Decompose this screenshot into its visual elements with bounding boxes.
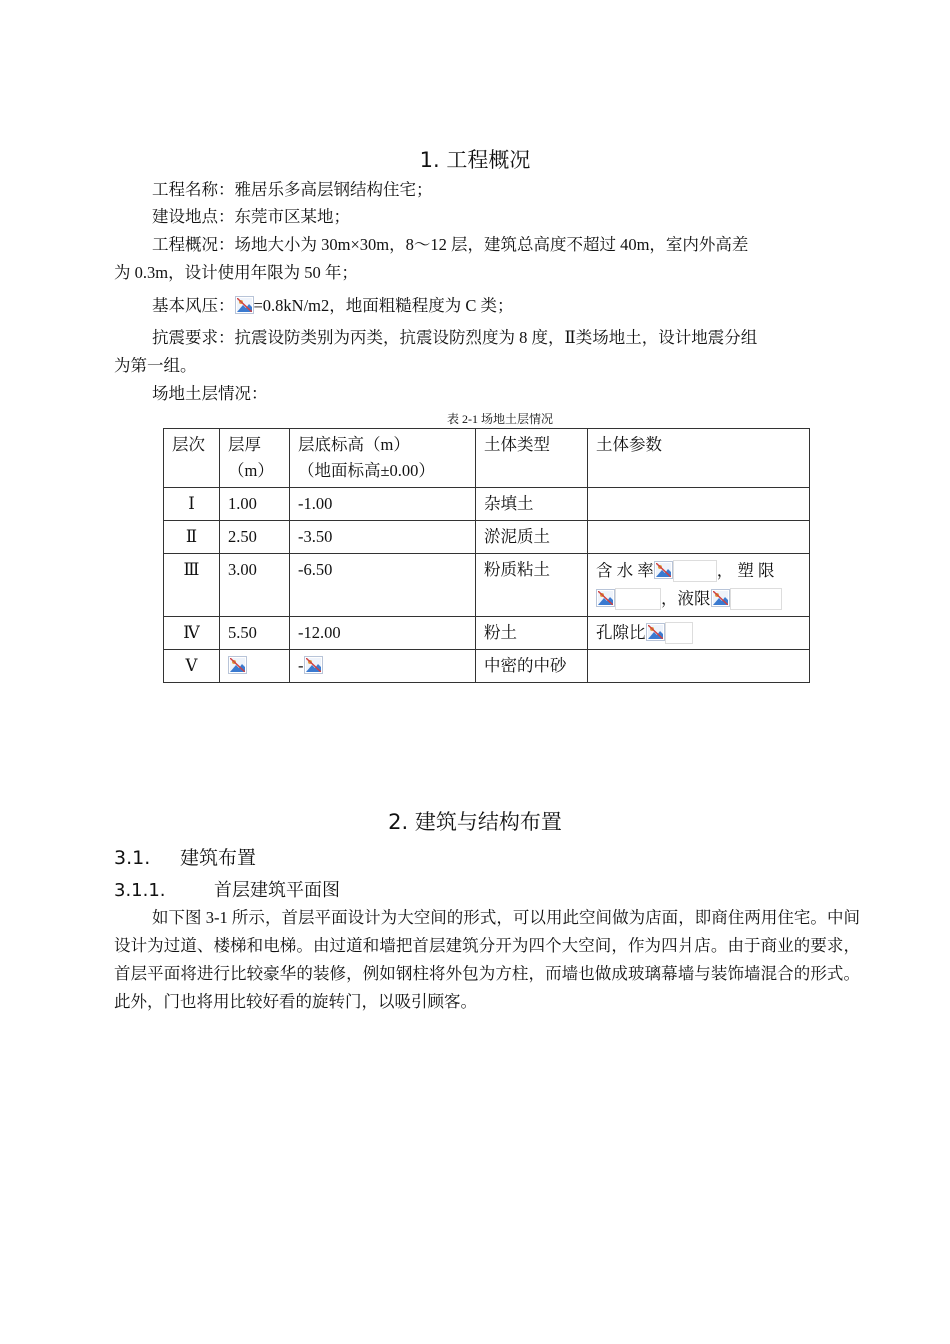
cell-thickness: 2.50 bbox=[220, 521, 290, 554]
subsection-number: 3.1. bbox=[114, 847, 151, 869]
cell-soil-type: 粉质粘土 bbox=[476, 554, 588, 617]
header-thickness bbox=[220, 429, 290, 488]
params-line-1 bbox=[596, 557, 801, 585]
broken-image-icon bbox=[596, 589, 615, 607]
cell-thickness: 3.00 bbox=[220, 554, 290, 617]
cell-soil-type: 杂填土 bbox=[476, 488, 588, 521]
header-elevation bbox=[290, 429, 476, 488]
broken-image-icon bbox=[228, 656, 247, 674]
subsection-title: 建筑布置 bbox=[180, 847, 257, 869]
cell-soil-params bbox=[588, 617, 810, 650]
cell-layer: Ⅰ bbox=[164, 488, 220, 521]
table-row bbox=[164, 650, 810, 683]
header-thickness-unit: （m） bbox=[228, 461, 274, 480]
cell-layer: Ⅱ bbox=[164, 521, 220, 554]
cell-soil-params bbox=[588, 554, 810, 617]
section-title-overview: 1. 工程概况 bbox=[419, 148, 531, 172]
header-layer: 层次 bbox=[164, 429, 220, 488]
cell-thickness: 5.50 bbox=[220, 617, 290, 650]
broken-image-icon bbox=[646, 623, 665, 641]
cell-elevation bbox=[290, 650, 476, 683]
liquid-limit-label: ，液限 bbox=[661, 589, 711, 608]
table-row bbox=[164, 554, 810, 617]
void-ratio-label: 孔隙比 bbox=[596, 623, 646, 642]
elevation-sign: - bbox=[298, 656, 304, 675]
wind-pressure-line bbox=[152, 295, 514, 317]
broken-image-icon bbox=[711, 589, 730, 607]
cell-soil-type: 粉土 bbox=[476, 617, 588, 650]
plastic-limit-label: ， 塑 限 bbox=[716, 561, 775, 580]
header-soil-type: 土体类型 bbox=[476, 429, 588, 488]
broken-image-icon bbox=[304, 656, 323, 674]
table-header-row bbox=[164, 429, 810, 488]
subsection-heading bbox=[114, 843, 256, 870]
floor-plan-paragraph: 如下图 3-1 所示，首层平面设计为大空间的形式，可以用此空间做为店面，即商住两用住宅。中间设计为过道、楼梯和电梯。由过道和墙把首层建筑分开为四个大空间，作为四爿店。由于商业的要求，首层平面将进行比较豪华的装修，例如钢柱将外包为方柱，而墙也做成玻璃幕墙与装饰墙混合的形式。此外，门也将用比较好看的旋转门，以吸引顾客。 bbox=[114, 908, 860, 1011]
subsubsection-heading bbox=[114, 876, 340, 902]
cell-thickness bbox=[220, 650, 290, 683]
table-caption: 表 2-1 场地土层情况 bbox=[447, 412, 553, 426]
soil-layers-table bbox=[163, 428, 810, 683]
image-frame bbox=[665, 622, 693, 644]
table-row bbox=[164, 488, 810, 521]
subsubsection-number: 3.1.1. bbox=[114, 880, 166, 901]
broken-image-icon bbox=[654, 561, 673, 579]
wind-pressure-label: 基本风压： bbox=[152, 296, 235, 315]
cell-soil-type: 淤泥质土 bbox=[476, 521, 588, 554]
seismic-line-2: 为第一组。 bbox=[114, 356, 197, 375]
cell-layer: Ⅲ bbox=[164, 554, 220, 617]
params-line-2 bbox=[596, 585, 801, 613]
cell-layer: Ⅳ bbox=[164, 617, 220, 650]
water-content-label: 含 水 率 bbox=[596, 561, 654, 580]
cell-elevation: -3.50 bbox=[290, 521, 476, 554]
project-location-line: 建设地点：东莞市区某地； bbox=[152, 207, 350, 226]
cell-soil-type: 中密的中砂 bbox=[476, 650, 588, 683]
header-elevation-note: （地面标高±0.00） bbox=[298, 461, 435, 480]
header-thickness-label: 层厚 bbox=[228, 435, 261, 454]
image-frame bbox=[730, 588, 782, 610]
table-row bbox=[164, 617, 810, 650]
cell-soil-params bbox=[588, 521, 810, 554]
cell-soil-params bbox=[588, 650, 810, 683]
section-title-layout: 2. 建筑与结构布置 bbox=[388, 810, 562, 834]
cell-thickness: 1.00 bbox=[220, 488, 290, 521]
cell-elevation: -1.00 bbox=[290, 488, 476, 521]
wind-pressure-value: =0.8kN/m2，地面粗糙程度为 C 类； bbox=[253, 296, 514, 315]
seismic-line-1: 抗震要求：抗震设防类别为丙类，抗震设防烈度为 8 度，Ⅱ类场地土，设计地震分组 bbox=[152, 328, 758, 347]
cell-elevation: -6.50 bbox=[290, 554, 476, 617]
header-soil-params: 土体参数 bbox=[588, 429, 810, 488]
soil-intro-line: 场地土层情况： bbox=[152, 384, 268, 403]
cell-layer: Ⅴ bbox=[164, 650, 220, 683]
cell-soil-params bbox=[588, 488, 810, 521]
header-elevation-label: 层底标高（m） bbox=[298, 435, 410, 454]
image-frame bbox=[673, 560, 717, 582]
project-overview-line-1: 工程概况：场地大小为 30m×30m，8～12 层，建筑总高度不超过 40m，室内外高差 bbox=[152, 235, 749, 254]
broken-image-icon bbox=[235, 296, 254, 314]
subsubsection-title: 首层建筑平面图 bbox=[214, 880, 340, 901]
project-overview-line-2: 为 0.3m，设计使用年限为 50 年； bbox=[114, 263, 358, 282]
table-row bbox=[164, 521, 810, 554]
image-frame bbox=[615, 588, 661, 610]
cell-elevation: -12.00 bbox=[290, 617, 476, 650]
project-name-line: 工程名称：雅居乐多高层钢结构住宅； bbox=[152, 180, 433, 199]
